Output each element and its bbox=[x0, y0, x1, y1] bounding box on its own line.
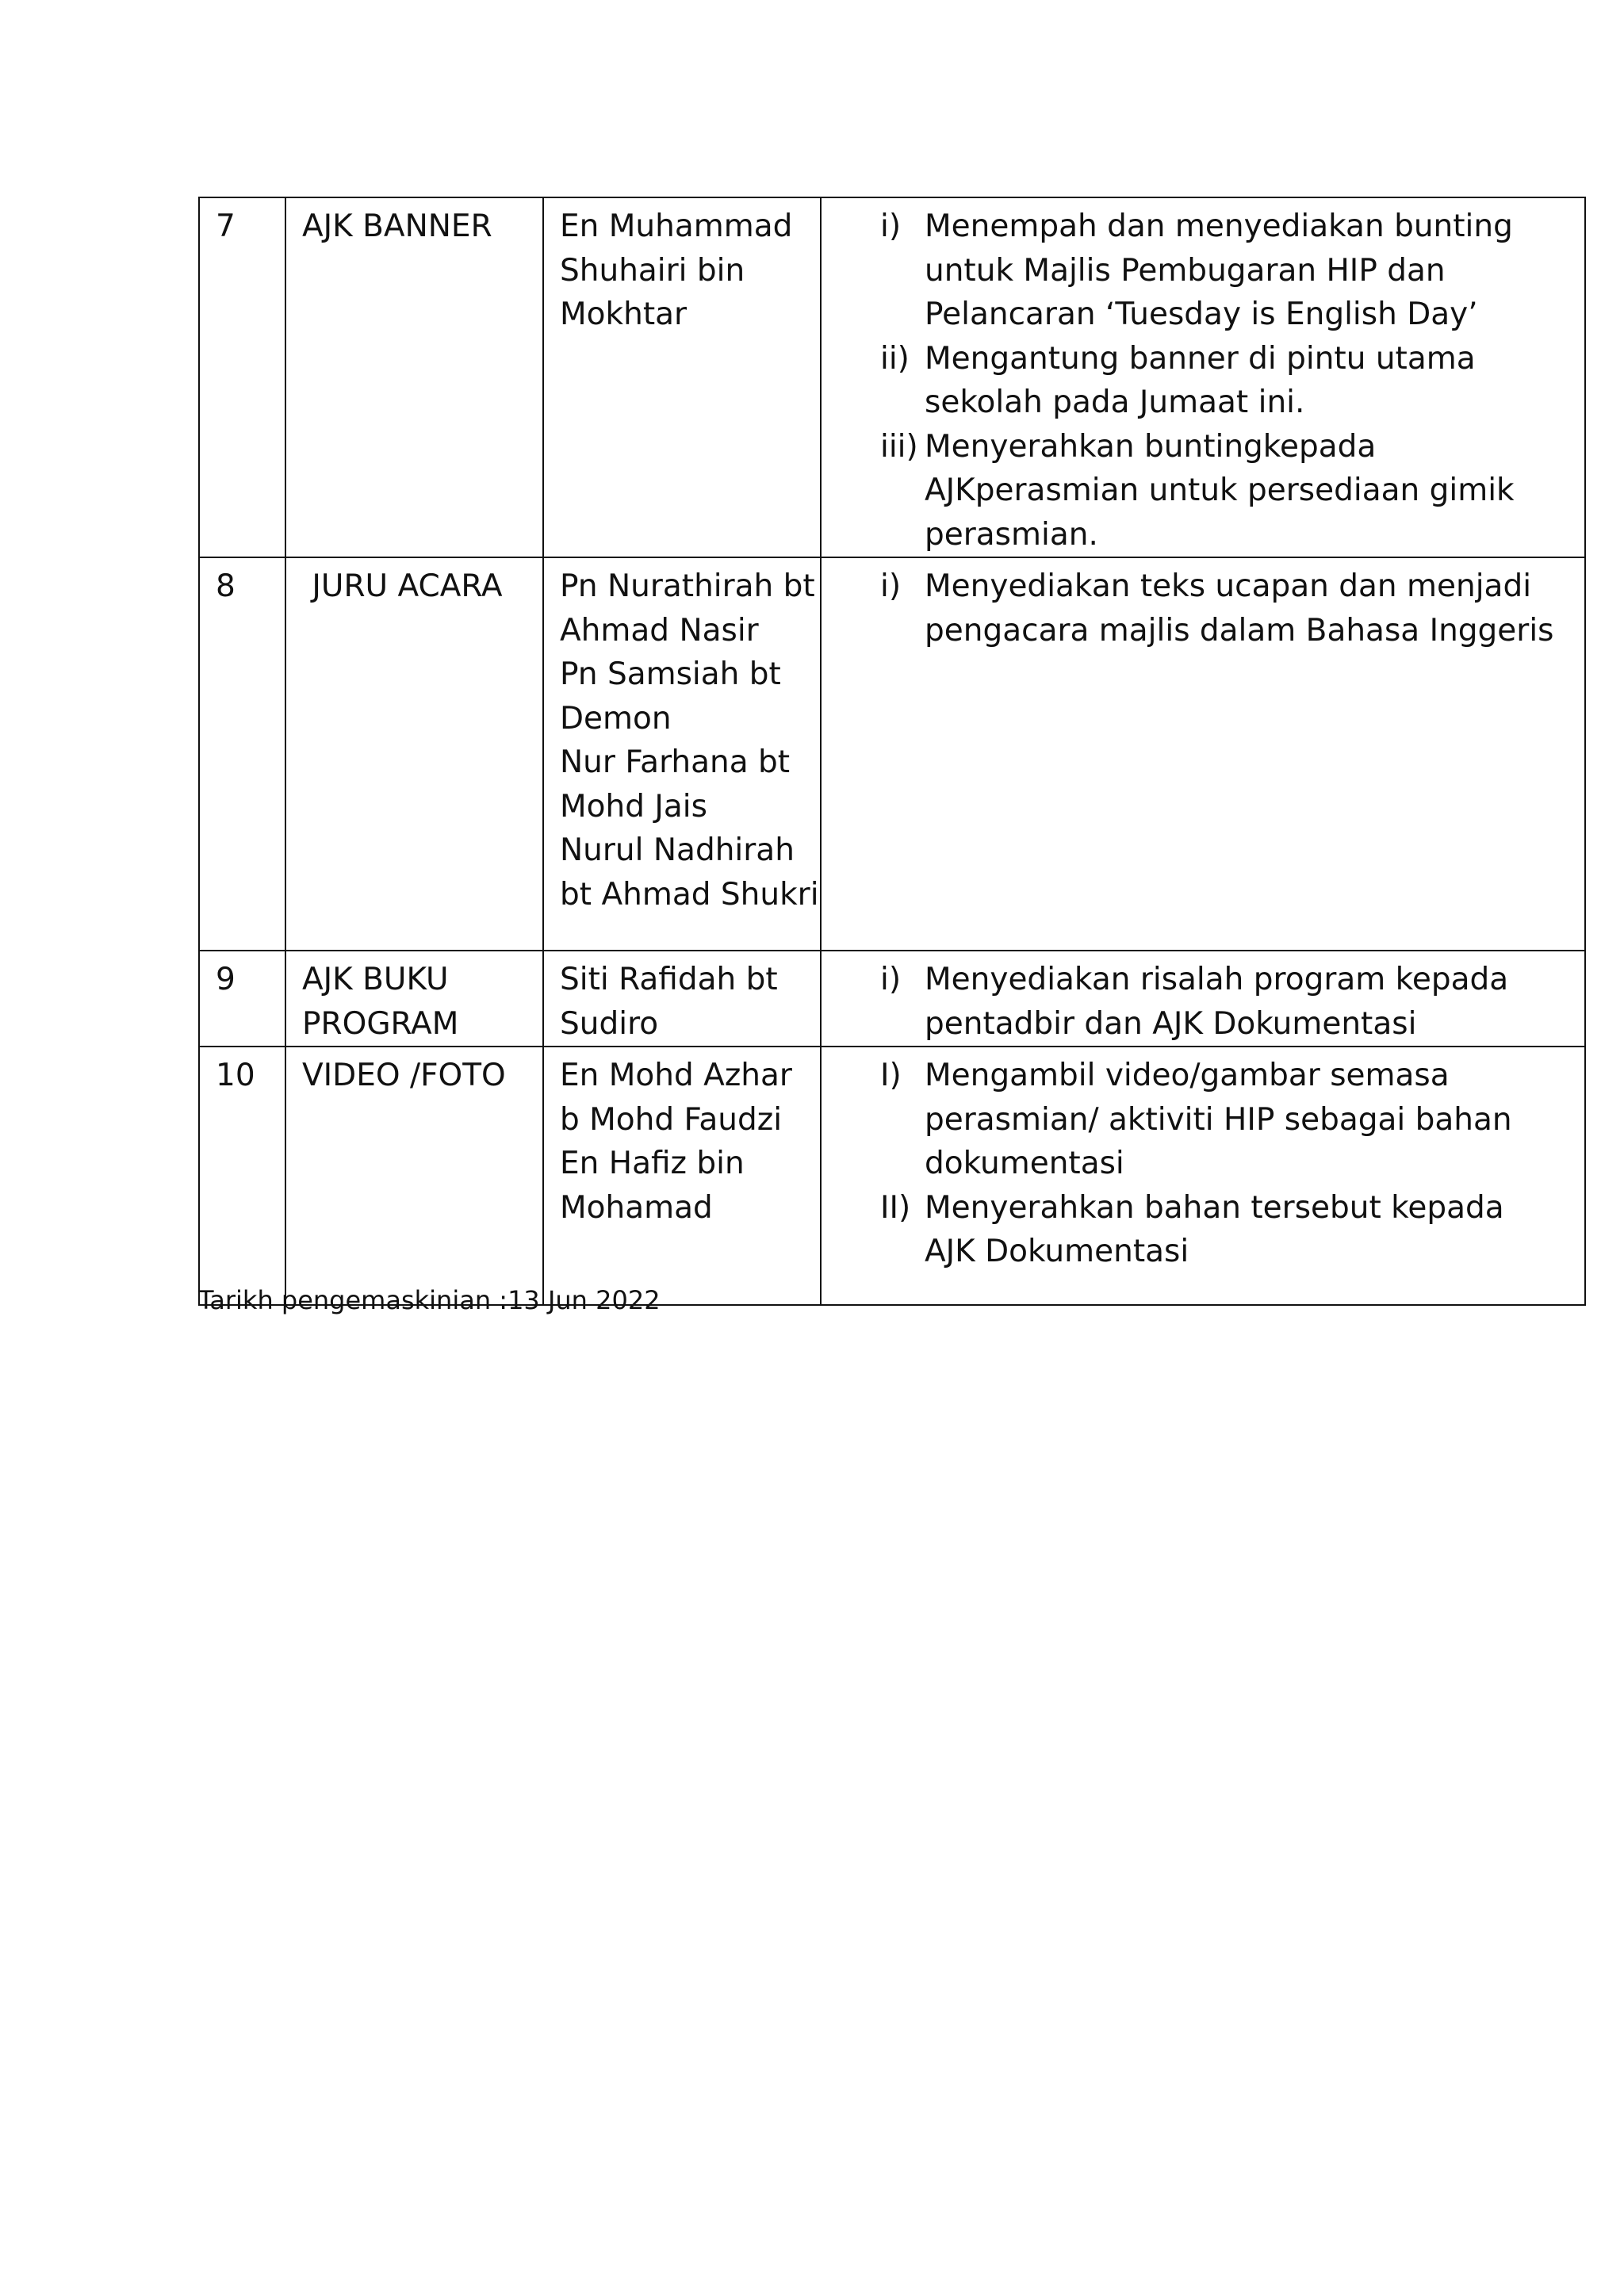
committee-cell bbox=[285, 197, 543, 557]
member-line: En Hafiz bin bbox=[560, 1146, 745, 1181]
member-line: Mohd Jais bbox=[560, 788, 707, 825]
task-line: dokumentasi bbox=[925, 1146, 1124, 1181]
task-line: perasmian. bbox=[925, 516, 1098, 553]
row-number-cell bbox=[199, 951, 285, 1047]
task-number: I) bbox=[880, 1058, 902, 1093]
task-line: Mengantung banner di pintu utama bbox=[925, 340, 1476, 377]
member-line: Pn Nurathirah bt bbox=[560, 568, 815, 604]
task-line: Menyerahkan bahan tersebut kepada bbox=[925, 1189, 1504, 1226]
committee-cell bbox=[285, 557, 543, 951]
task-line: AJK Dokumentasi bbox=[925, 1234, 1189, 1269]
row-number: 9 bbox=[216, 962, 236, 997]
task-line: AJKperasmian untuk persediaan gimik bbox=[925, 473, 1515, 508]
member-line: Mokhtar bbox=[560, 297, 688, 332]
member-line: Nur Farhana bt bbox=[560, 744, 791, 780]
tasks-cell bbox=[821, 1047, 1585, 1305]
member-line: bt Ahmad Shukri bbox=[560, 876, 819, 913]
member-line: Nurul Nadhirah bbox=[560, 832, 795, 868]
member-line: En Muhammad bbox=[560, 209, 793, 244]
member-line: Sudiro bbox=[560, 1005, 659, 1042]
committee-cell bbox=[285, 1047, 543, 1305]
task-line: perasmian/ aktiviti HIP sebagai bahan bbox=[925, 1101, 1512, 1138]
member-line: En Mohd Azhar bbox=[560, 1058, 792, 1093]
row-number: 7 bbox=[216, 209, 236, 244]
task-item bbox=[822, 425, 1573, 557]
member-line: Mohamad bbox=[560, 1189, 713, 1226]
task-number: ii) bbox=[880, 340, 910, 377]
task-number: i) bbox=[880, 209, 902, 244]
task-line: untuk Majlis Pembugaran HIP dan bbox=[925, 252, 1446, 289]
committee-name: AJK BUKU bbox=[302, 962, 449, 997]
task-number: i) bbox=[880, 568, 902, 604]
task-line: Menyediakan teks ucapan dan menjadi bbox=[925, 568, 1532, 604]
update-date-note: Tarikh pengemaskinian :13 Jun 2022 bbox=[198, 1285, 661, 1315]
task-line: Pelancaran ‘Tuesday is English Day’ bbox=[925, 297, 1478, 332]
task-line: Menyediakan risalah program kepada bbox=[925, 962, 1509, 997]
members-cell bbox=[543, 951, 821, 1047]
task-number: i) bbox=[880, 962, 902, 997]
member-line: Demon bbox=[560, 700, 672, 737]
task-line: Mengambil video/gambar semasa bbox=[925, 1058, 1450, 1093]
member-line: Siti Rafidah bt bbox=[560, 962, 778, 997]
task-number: II) bbox=[880, 1189, 911, 1226]
table-row bbox=[199, 951, 1585, 1047]
table-row bbox=[199, 1047, 1585, 1305]
members-cell bbox=[543, 1047, 821, 1305]
row-number-cell bbox=[199, 1047, 285, 1305]
row-number: 10 bbox=[216, 1058, 255, 1093]
members-cell bbox=[543, 557, 821, 951]
task-line: pengacara majlis dalam Bahasa Inggeris bbox=[925, 612, 1554, 649]
task-line: Menyerahkan buntingkepada bbox=[925, 428, 1377, 465]
member-line: b Mohd Faudzi bbox=[560, 1101, 783, 1138]
task-item bbox=[822, 1054, 1573, 1186]
row-number-cell bbox=[199, 557, 285, 951]
members-cell bbox=[543, 197, 821, 557]
row-number: 8 bbox=[216, 568, 236, 604]
member-line: Ahmad Nasir bbox=[560, 612, 759, 649]
member-line: Pn Samsiah bt bbox=[560, 656, 781, 692]
committee-name: VIDEO /FOTO bbox=[302, 1058, 506, 1093]
task-item bbox=[822, 958, 1573, 1046]
table-row bbox=[199, 197, 1585, 557]
member-line: Shuhairi bin bbox=[560, 252, 745, 289]
task-line: pentadbir dan AJK Dokumentasi bbox=[925, 1005, 1417, 1042]
committee-name: JURU ACARA bbox=[302, 568, 503, 604]
tasks-cell bbox=[821, 951, 1585, 1047]
task-item bbox=[822, 205, 1573, 337]
task-item bbox=[822, 1186, 1573, 1274]
committee-name: AJK BANNER bbox=[302, 209, 492, 244]
task-item bbox=[822, 337, 1573, 425]
task-line: sekolah pada Jumaat ini. bbox=[925, 385, 1305, 420]
committee-table bbox=[198, 197, 1586, 1306]
row-number-cell bbox=[199, 197, 285, 557]
table-row bbox=[199, 557, 1585, 951]
committee-name: PROGRAM bbox=[302, 1005, 459, 1042]
task-number: iii) bbox=[880, 428, 918, 465]
tasks-cell bbox=[821, 197, 1585, 557]
task-line: Menempah dan menyediakan bunting bbox=[925, 209, 1513, 244]
tasks-cell bbox=[821, 557, 1585, 951]
task-item bbox=[822, 564, 1573, 652]
committee-cell bbox=[285, 951, 543, 1047]
